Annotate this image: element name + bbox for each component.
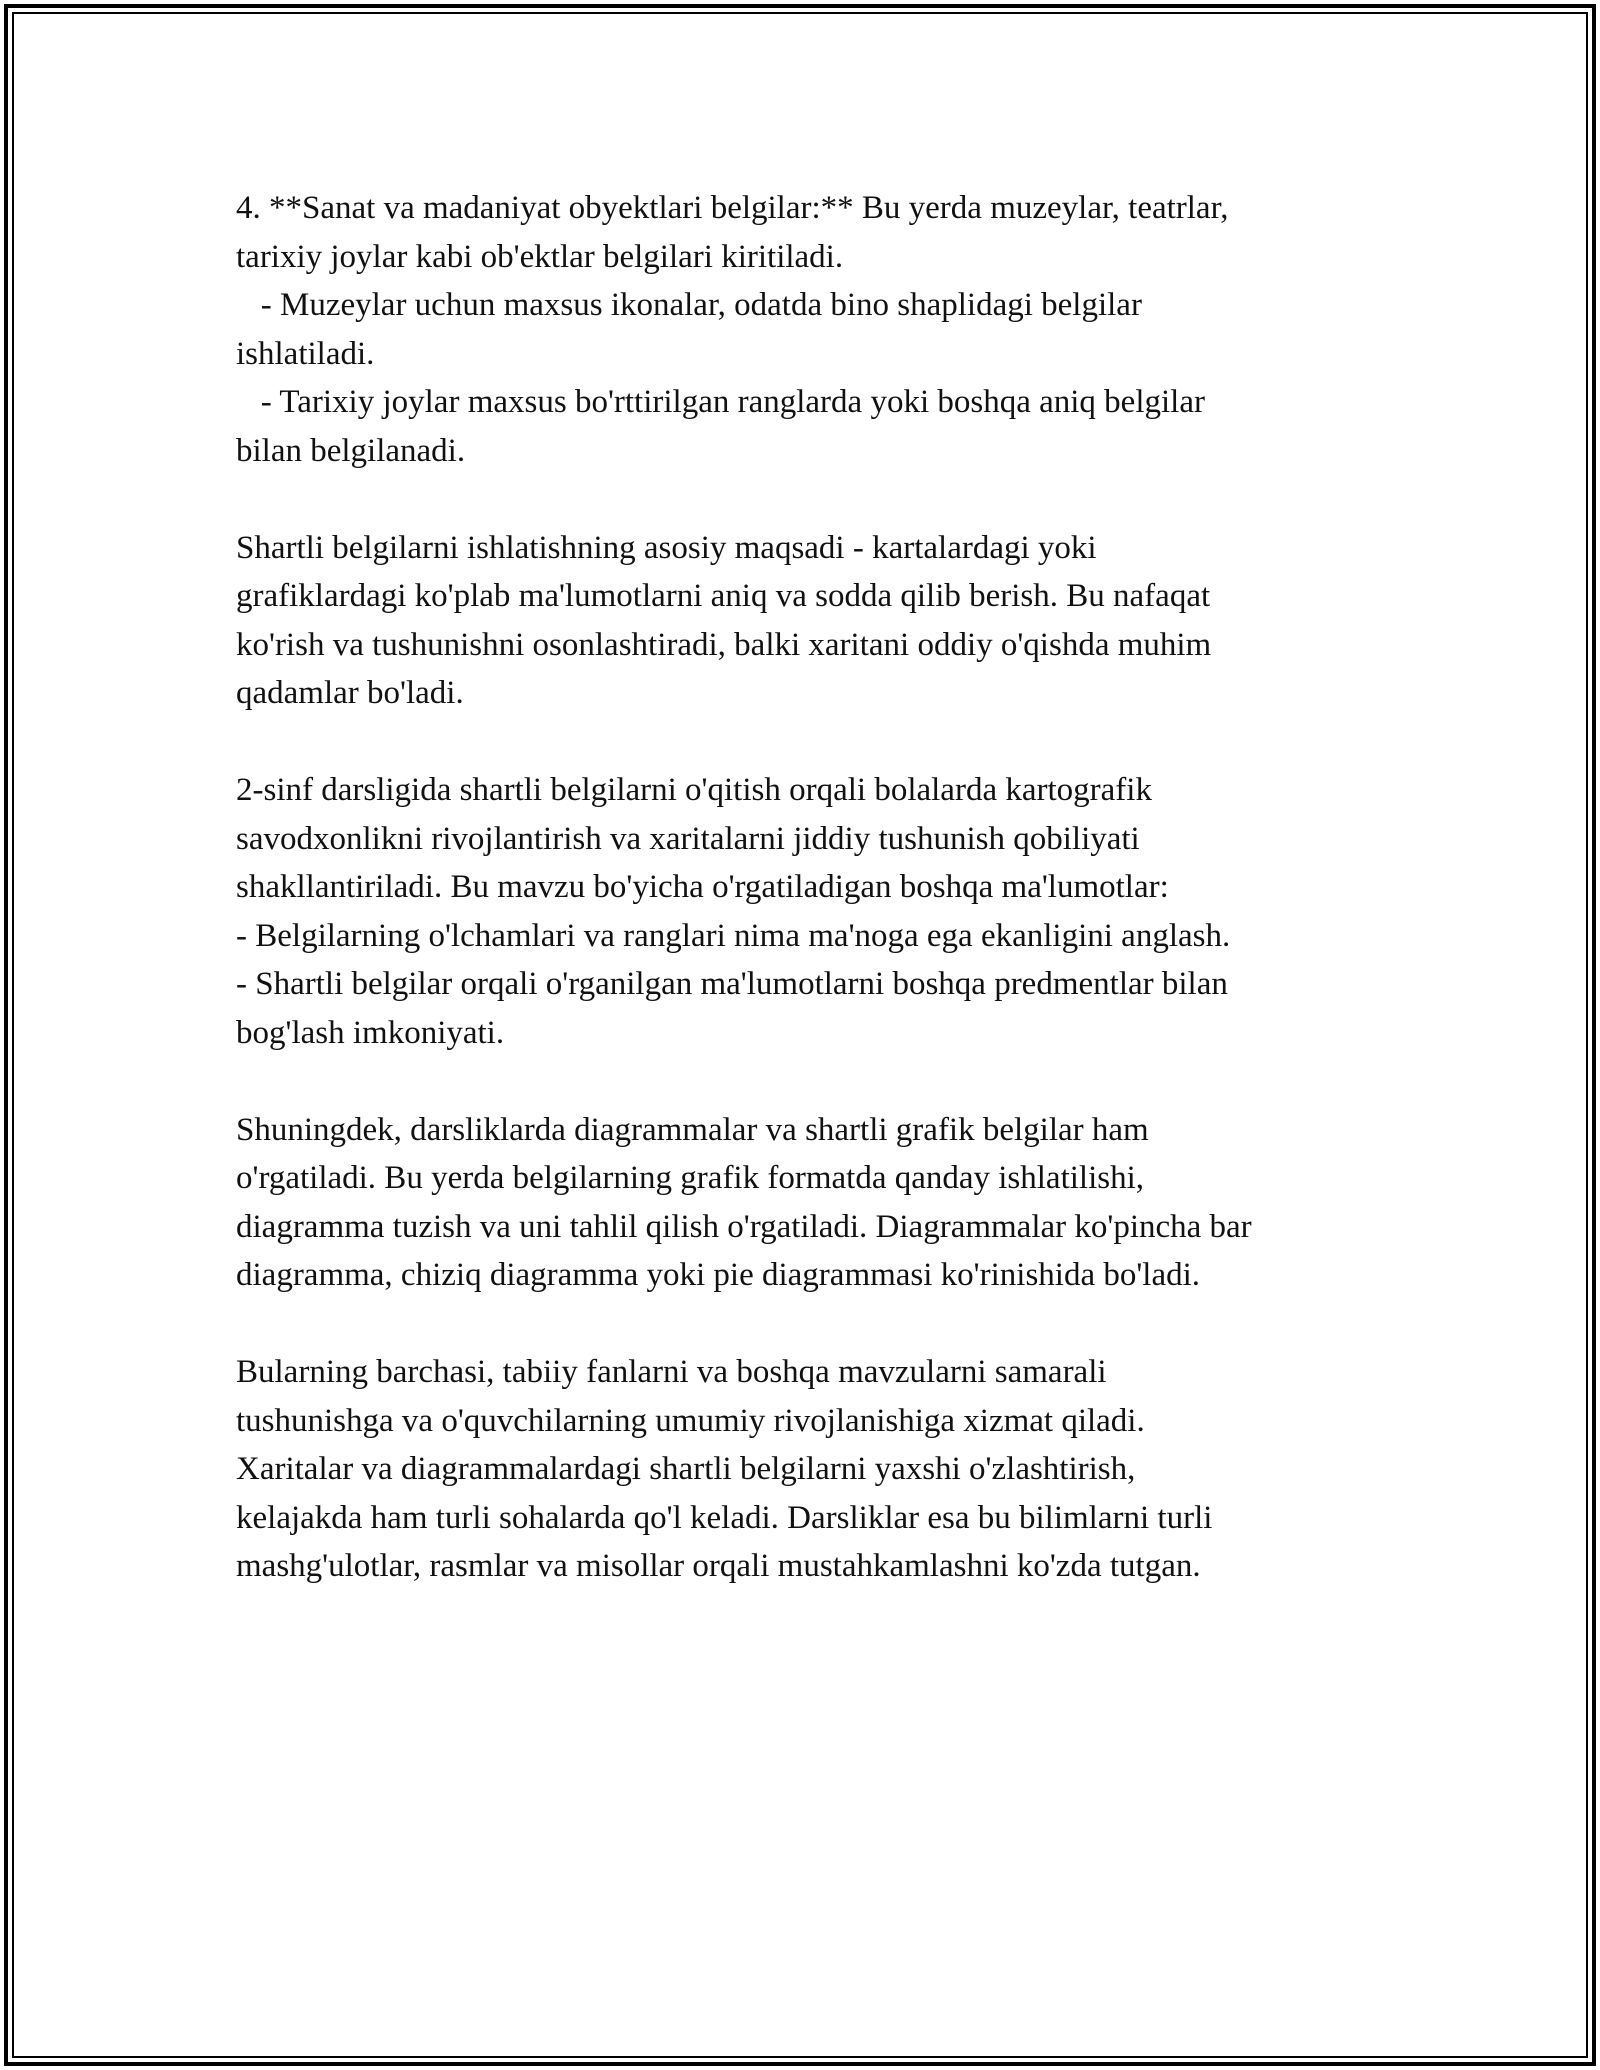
text-line: Shuningdek, darsliklarda diagrammalar va shartli grafik belgilar ham: [236, 1111, 1149, 1148]
text-line: Xaritalar va diagrammalardagi shartli belgilarni yaxshi o'zlashtirish,: [236, 1451, 1136, 1487]
text-line: bog'lash imkoniyati.: [236, 1014, 505, 1051]
paragraph: [236, 1348, 1386, 1591]
text-line: tushunishga va o'quvchilarning umumiy rivojlanishiga xizmat qiladi.: [236, 1402, 1145, 1439]
text-line: savodxonlikni rivojlantirish va xaritalarni jiddiy tushunish qobiliyati: [236, 820, 1140, 857]
text-line: grafiklardagi ko'plab ma'lumotlarni aniq va sodda qilib berish. Bu nafaqat: [236, 578, 1211, 614]
text-line: Bularning barchasi, tabiiy fanlarni va boshqa mavzularni samarali: [236, 1354, 1107, 1390]
text-line: diagramma tuzish va uni tahlil qilish o'rgatiladi. Diagrammalar ko'pincha bar: [236, 1208, 1252, 1245]
paragraph-gap: [236, 718, 1386, 767]
text-line: - Muzeylar uchun maxsus ikonalar, odatda bino shaplidagi belgilar: [236, 287, 1142, 323]
text-line: 4. **Sanat va madaniyat obyektlari belgilar:** Bu yerda muzeylar, teatrlar,: [236, 190, 1229, 226]
paragraph-gap: [236, 1300, 1386, 1349]
text-line: shakllantiriladi. Bu mavzu bo'yicha o'rgatiladigan boshqa ma'lumotlar:: [236, 869, 1169, 905]
text-line: o'rgatiladi. Bu yerda belgilarning grafik formatda qanday ishlatilishi,: [236, 1160, 1145, 1196]
text-line: kelajakda ham turli sohalarda qo'l keladi. Darsliklar esa bu bilimlarni turli: [236, 1499, 1213, 1536]
paragraph: [236, 1106, 1386, 1300]
text-line: ko'rish va tushunishni osonlashtiradi, balki xaritani oddiy o'qishda muhim: [236, 626, 1212, 663]
text-line: - Belgilarning o'lchamlari va ranglari nima ma'noga ega ekanligini anglash.: [236, 917, 1231, 954]
text-line: qadamlar bo'ladi.: [236, 675, 464, 711]
text-line: Shartli belgilarni ishlatishning asosiy maqsadi - kartalardagi yoki: [236, 529, 1097, 566]
text-line: mashg'ulotlar, rasmlar va misollar orqali mustahkamlashni ko'zda tutgan.: [236, 1548, 1201, 1584]
text-line: - Shartli belgilar orqali o'rganilgan ma'lumotlarni boshqa predmentlar bilan: [236, 966, 1228, 1002]
text-line: tarixiy joylar kabi ob'ektlar belgilari kiritiladi.: [236, 238, 844, 275]
paragraph: [236, 524, 1386, 718]
paragraph-gap: [236, 1057, 1386, 1106]
text-line: - Tarixiy joylar maxsus bo'rttirilgan ranglarda yoki boshqa aniq belgilar: [236, 384, 1205, 420]
paragraph: [236, 766, 1386, 1057]
text-line: 2-sinf darsligida shartli belgilarni o'qitish orqali bolalarda kartografik: [236, 772, 1152, 808]
text-line: bilan belgilanadi.: [236, 432, 466, 469]
text-line: diagramma, chiziq diagramma yoki pie diagrammasi ko'rinishida bo'ladi.: [236, 1257, 1201, 1293]
text-line: ishlatiladi.: [236, 335, 375, 372]
paragraph-gap: [236, 475, 1386, 524]
paragraph: [236, 184, 1386, 475]
document-body: [236, 184, 1386, 1591]
